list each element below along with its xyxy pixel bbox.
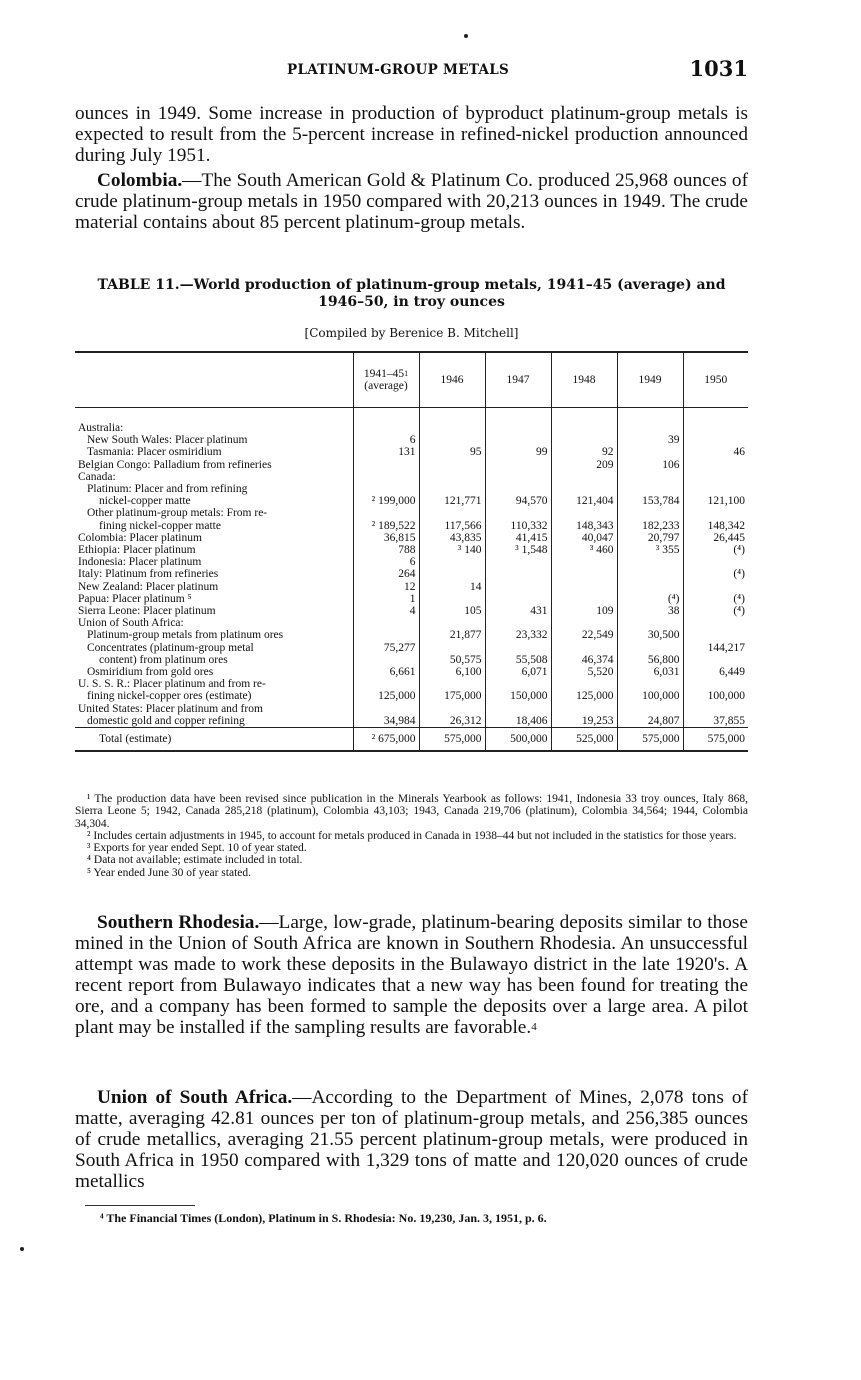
cell-value <box>485 434 551 446</box>
cell-value: 12 <box>353 581 419 593</box>
table-row <box>75 495 748 507</box>
cell-value: 100,000 <box>617 690 683 702</box>
cell-value: 55,508 <box>485 654 551 666</box>
total-value: 575,000 <box>683 728 748 752</box>
cell-value <box>683 471 748 483</box>
cell-value: 117,566 <box>419 520 485 532</box>
rhodesia-paragraph <box>75 912 748 1038</box>
cell-value: (⁴) <box>683 544 748 556</box>
row-label: Ethiopia: Placer platinum <box>78 544 196 557</box>
row-label: Platinum: Placer and from refining <box>87 483 248 496</box>
col-header-1946: 1946 <box>419 352 485 408</box>
cell-value: 125,000 <box>353 690 419 702</box>
table-row <box>75 446 748 458</box>
table-row <box>75 593 748 605</box>
table-notes <box>75 793 748 879</box>
cell-value <box>551 483 617 495</box>
total-value: ² 675,000 <box>353 728 419 752</box>
cell-value: 23,332 <box>485 629 551 641</box>
cell-value <box>683 629 748 641</box>
cell-value <box>419 507 485 519</box>
cell-value: (⁴) <box>683 568 748 580</box>
cell-value <box>419 678 485 690</box>
row-label: Concentrates (platinum-group metal <box>87 641 254 654</box>
cell-value: ² 189,522 <box>353 520 419 532</box>
row-label: New Zealand: Placer platinum <box>78 580 219 593</box>
cell-value: 175,000 <box>419 690 485 702</box>
cell-value: 56,800 <box>617 654 683 666</box>
table-row <box>75 715 748 728</box>
cell-value <box>683 678 748 690</box>
table-row <box>75 690 748 702</box>
row-label: Colombia: Placer platinum <box>78 531 202 544</box>
table-row <box>75 556 748 568</box>
cell-value: 6,661 <box>353 666 419 678</box>
cell-value <box>353 629 419 641</box>
row-label: Indonesia: Placer platinum <box>78 556 202 569</box>
cell-value: 6 <box>353 434 419 446</box>
row-label: Union of South Africa: <box>78 617 184 630</box>
table-note: ³ Exports for year ended Sept. 10 of year stated. <box>87 842 307 855</box>
cell-value <box>353 408 419 435</box>
cell-value <box>617 568 683 580</box>
table-title-line1: TABLE 11.—World production of platinum-group metals, 1941–45 (average) and <box>97 277 726 293</box>
cell-value <box>485 507 551 519</box>
cell-value <box>485 459 551 471</box>
col-header-1950: 1950 <box>683 352 748 408</box>
cell-value <box>485 703 551 715</box>
table-row <box>75 678 748 690</box>
cell-value <box>419 434 485 446</box>
cell-value <box>617 703 683 715</box>
total-value: 500,000 <box>485 728 551 752</box>
row-label: domestic gold and copper refining <box>87 714 245 727</box>
speck <box>464 34 468 38</box>
table-row <box>75 544 748 556</box>
cell-value: 92 <box>551 446 617 458</box>
table-row <box>75 703 748 715</box>
col-header-1949: 1949 <box>617 352 683 408</box>
cell-value <box>551 678 617 690</box>
cell-value <box>617 617 683 629</box>
cell-value <box>485 556 551 568</box>
cell-value <box>419 617 485 629</box>
table-row <box>75 483 748 495</box>
cell-value <box>485 678 551 690</box>
cell-value: 6 <box>353 556 419 568</box>
rhodesia-heading: Southern Rhodesia. <box>97 912 260 933</box>
cell-value: 40,047 <box>551 532 617 544</box>
cell-value: 26,445 <box>683 532 748 544</box>
cell-value: 37,855 <box>683 715 748 728</box>
cell-value: ³ 140 <box>419 544 485 556</box>
cell-value <box>419 471 485 483</box>
cell-value <box>353 617 419 629</box>
cell-value <box>485 568 551 580</box>
cell-value <box>683 617 748 629</box>
cell-value: 4 <box>353 605 419 617</box>
cell-value: 20,797 <box>617 532 683 544</box>
cell-value <box>617 507 683 519</box>
total-row <box>75 728 748 752</box>
page-number: 1031 <box>689 56 748 81</box>
cell-value: 110,332 <box>485 520 551 532</box>
cell-value <box>551 617 617 629</box>
cell-value: 6,449 <box>683 666 748 678</box>
cell-value <box>419 703 485 715</box>
table-row <box>75 581 748 593</box>
cell-value: ³ 460 <box>551 544 617 556</box>
table-row <box>75 666 748 678</box>
cell-value <box>353 678 419 690</box>
cell-value <box>419 483 485 495</box>
row-label: Sierra Leone: Placer platinum <box>78 605 216 618</box>
cell-value <box>617 642 683 654</box>
cell-value <box>683 507 748 519</box>
cell-value: 24,807 <box>617 715 683 728</box>
cell-value <box>485 408 551 435</box>
cell-value <box>551 642 617 654</box>
cell-value: 148,343 <box>551 520 617 532</box>
cell-value: 144,217 <box>683 642 748 654</box>
cell-value: 431 <box>485 605 551 617</box>
table-row <box>75 507 748 519</box>
cell-value <box>683 581 748 593</box>
cell-value: 209 <box>551 459 617 471</box>
row-label: Other platinum-group metals: From re- <box>87 507 268 520</box>
page-footnote: ⁴ The Financial Times (London), Platinum in S. Rhodesia: No. 19,230, Jan. 3, 1951, p. 6. <box>100 1211 547 1225</box>
table-row <box>75 654 748 666</box>
rhodesia-text: —Large, low-grade, platinum-bearing deposits similar to those mined in the Union of South Africa are known in Southern Rhodesia. An unsuccessful attempt was made to work these deposits in the Bulawayo district in the late 1920's. A recent report from Bulawayo indicates that a new way has been found for treating the ore, and a company has been formed to sample the deposits over a large area. A pilot plant may be installed if the sampling results are favorable. <box>75 912 748 1038</box>
table-row <box>75 617 748 629</box>
cell-value <box>683 654 748 666</box>
cell-value: 18,406 <box>485 715 551 728</box>
cell-value: 36,815 <box>353 532 419 544</box>
cell-value <box>551 568 617 580</box>
cell-value <box>353 703 419 715</box>
col-header-1941-45: $1941-45^1$ (average) <box>353 352 419 408</box>
cell-value <box>551 408 617 435</box>
colombia-paragraph <box>75 170 748 233</box>
total-value: 575,000 <box>617 728 683 752</box>
row-label: Papua: Placer platinum ⁵ <box>78 592 192 605</box>
production-table <box>75 351 748 752</box>
table-title <box>75 277 748 311</box>
row-label: content) from platinum ores <box>99 653 228 666</box>
cell-value <box>617 678 683 690</box>
cell-value <box>551 434 617 446</box>
table-compiled-by: [Compiled by Berenice B. Mitchell] <box>304 326 519 340</box>
cell-value <box>353 483 419 495</box>
row-label: Australia: <box>78 422 124 434</box>
cell-value <box>683 434 748 446</box>
cell-value: 105 <box>419 605 485 617</box>
cell-value: 150,000 <box>485 690 551 702</box>
cell-value: 121,404 <box>551 495 617 507</box>
row-label: nickel-copper matte <box>99 495 191 508</box>
row-label: Osmiridium from gold ores <box>87 666 214 679</box>
cell-value: 125,000 <box>551 690 617 702</box>
south-africa-text: —According to the Department of Mines, 2,078 tons of matte, averaging 42.81 ounces per ton of platinum-group metals, and 256,385 ounces of crude metallics, averaging 21.55 percent platinum-group metals, were produced in South Africa in 1950 compared with 1,329 tons of matte and 120,020 ounces of crude metallics <box>75 1087 748 1192</box>
cell-value <box>485 617 551 629</box>
cell-value <box>551 593 617 605</box>
cell-value <box>551 703 617 715</box>
row-label: Italy: Platinum from refineries <box>78 568 219 581</box>
table-row <box>75 471 748 483</box>
cell-value <box>419 642 485 654</box>
cell-value: 5,520 <box>551 666 617 678</box>
cell-value <box>485 471 551 483</box>
colombia-heading: Colombia. <box>97 170 183 191</box>
cell-value <box>617 581 683 593</box>
cell-value: 6,100 <box>419 666 485 678</box>
cell-value: 46,374 <box>551 654 617 666</box>
table-row <box>75 642 748 654</box>
row-label: Canada: <box>78 470 116 483</box>
row-label: Platinum-group metals from platinum ores <box>87 629 284 642</box>
cell-value <box>683 556 748 568</box>
cell-value <box>683 459 748 471</box>
cell-value: 121,100 <box>683 495 748 507</box>
row-label: Belgian Congo: Palladium from refineries <box>78 458 272 471</box>
cell-value <box>419 556 485 568</box>
table-header-row <box>75 352 748 408</box>
speck <box>20 1247 24 1251</box>
cell-value <box>485 483 551 495</box>
cell-value: 75,277 <box>353 642 419 654</box>
table-row <box>75 568 748 580</box>
cell-value: 264 <box>353 568 419 580</box>
cell-value: 14 <box>419 581 485 593</box>
cell-value <box>353 507 419 519</box>
cell-value: 99 <box>485 446 551 458</box>
table-note: ¹ The production data have been revised since publication in the Minerals Yearbook as follows: 1941, Indonesia 33 troy ounces, Italy 868, Sierra Leone 5; 1942, Canada 285,218 (platinum), Colombia 43,103; 1943, Canada 219,706 (platinum), Colombia 34,564; 1944, Colombia 34,304. <box>75 793 748 830</box>
cell-value <box>485 581 551 593</box>
cell-value: 106 <box>617 459 683 471</box>
cell-value: 1 <box>353 593 419 605</box>
cell-value <box>419 408 485 435</box>
cell-value: 21,877 <box>419 629 485 641</box>
cell-value: 95 <box>419 446 485 458</box>
cell-value <box>617 483 683 495</box>
cell-value <box>617 471 683 483</box>
cell-value: 182,233 <box>617 520 683 532</box>
cell-value <box>419 593 485 605</box>
cell-value <box>617 446 683 458</box>
cell-value: ³ 355 <box>617 544 683 556</box>
table-row <box>75 434 748 446</box>
cell-value <box>551 507 617 519</box>
cell-value: 46 <box>683 446 748 458</box>
footnote-rule <box>85 1205 195 1206</box>
cell-value: 38 <box>617 605 683 617</box>
cell-value: 6,031 <box>617 666 683 678</box>
table-row <box>75 532 748 544</box>
total-label: Total (estimate) <box>75 728 353 752</box>
page-header <box>75 58 748 84</box>
cell-value: ² 199,000 <box>353 495 419 507</box>
intro-paragraph <box>75 103 748 166</box>
row-label: fining nickel-copper ores (estimate) <box>87 690 252 703</box>
cell-value: 94,570 <box>485 495 551 507</box>
total-value: 575,000 <box>419 728 485 752</box>
col-header-1948: 1948 <box>551 352 617 408</box>
table-note: ⁴ Data not available; estimate included in total. <box>87 854 303 867</box>
cell-value <box>683 408 748 435</box>
cell-value <box>485 642 551 654</box>
cell-value: 6,071 <box>485 666 551 678</box>
cell-value: (⁴) <box>617 593 683 605</box>
stub-header <box>75 352 353 408</box>
table-note: ⁵ Year ended June 30 of year stated. <box>87 866 252 879</box>
table-row <box>75 408 748 435</box>
row-label: United States: Placer platinum and from <box>78 702 263 715</box>
cell-value: 50,575 <box>419 654 485 666</box>
cell-value: 26,312 <box>419 715 485 728</box>
cell-value: (⁴) <box>683 605 748 617</box>
cell-value <box>419 568 485 580</box>
cell-value <box>617 556 683 568</box>
cell-value: 41,415 <box>485 532 551 544</box>
cell-value <box>485 593 551 605</box>
cell-value: 100,000 <box>683 690 748 702</box>
cell-value: 43,835 <box>419 532 485 544</box>
cell-value <box>419 459 485 471</box>
cell-value: 788 <box>353 544 419 556</box>
table-title-line2: 1946–50, in troy ounces <box>318 294 505 310</box>
intro-text: ounces in 1949. Some increase in production of byproduct platinum-group metals is expected to result from the 5-percent increase in refined-nickel production announced during July 1951. <box>75 103 748 166</box>
row-label: fining nickel-copper matte <box>99 519 221 532</box>
colombia-text: —The South American Gold & Platinum Co. produced 25,968 ounces of crude platinum-group metals in 1950 compared with 20,213 ounces in 1949. The crude material contains about 85 percent platinum-group metals. <box>75 170 748 233</box>
table-row <box>75 520 748 532</box>
table-row <box>75 629 748 641</box>
cell-value: 30,500 <box>617 629 683 641</box>
cell-value <box>683 703 748 715</box>
cell-value <box>551 556 617 568</box>
row-label: New South Wales: Placer platinum <box>87 434 248 447</box>
cell-value <box>353 471 419 483</box>
cell-value: 39 <box>617 434 683 446</box>
cell-value: 109 <box>551 605 617 617</box>
cell-value <box>683 483 748 495</box>
total-value: 525,000 <box>551 728 617 752</box>
cell-value <box>353 654 419 666</box>
col-header-1947: 1947 <box>485 352 551 408</box>
cell-value <box>551 581 617 593</box>
row-label: U. S. S. R.: Placer platinum and from re- <box>78 678 266 691</box>
cell-value <box>551 471 617 483</box>
cell-value: ³ 1,548 <box>485 544 551 556</box>
cell-value: 121,771 <box>419 495 485 507</box>
south-africa-heading: Union of South Africa. <box>97 1087 293 1108</box>
table-row <box>75 605 748 617</box>
cell-value: 34,984 <box>353 715 419 728</box>
cell-value: 19,253 <box>551 715 617 728</box>
cell-value: (⁴) <box>683 593 748 605</box>
running-title: PLATINUM-GROUP METALS <box>287 62 510 78</box>
table-note: ² Includes certain adjustments in 1945, to account for metals produced in Canada in 1938–44 but not included in the statistics for those years. <box>87 829 737 842</box>
cell-value <box>617 408 683 435</box>
rhodesia-footnote-ref: 4 <box>531 1021 537 1033</box>
cell-value <box>353 459 419 471</box>
table-row <box>75 459 748 471</box>
cell-value: 131 <box>353 446 419 458</box>
cell-value: 148,342 <box>683 520 748 532</box>
row-label: Tasmania: Placer osmiridium <box>87 446 222 459</box>
cell-value: 153,784 <box>617 495 683 507</box>
south-africa-paragraph <box>75 1087 748 1192</box>
cell-value: 22,549 <box>551 629 617 641</box>
